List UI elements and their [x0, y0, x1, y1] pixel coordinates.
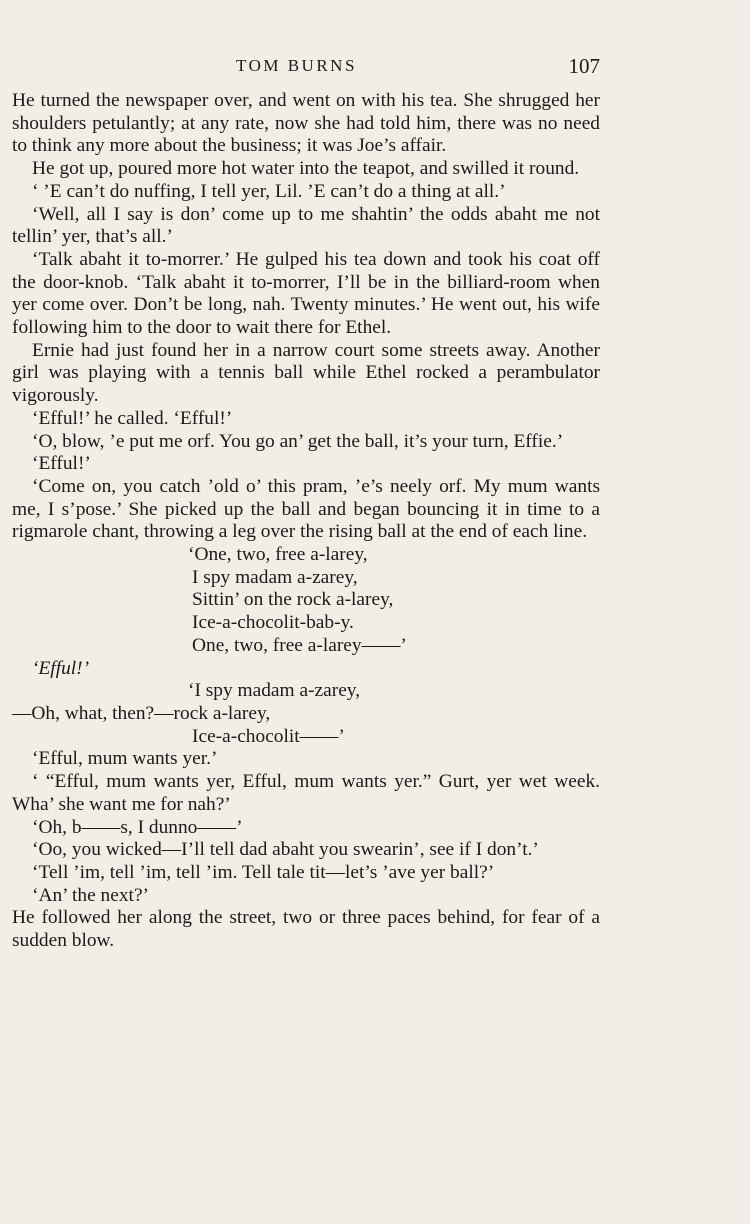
verse-line: I spy madam a-zarey,: [192, 566, 358, 588]
verse-block: [12, 544, 600, 658]
paragraph: ‘Oo, you wicked—I’ll tell dad abaht you swearin’, see if I don’t.’: [32, 839, 539, 861]
verse-line: —Oh, what, then?—rock a-larey,: [12, 702, 271, 724]
paragraph: He got up, poured more hot water into the teapot, and swilled it round.: [32, 158, 580, 180]
paragraph: ‘Well, all I say is don’ come up to me shahtin’ the odds abaht me not tellin’ yer, that’s all.’: [12, 203, 600, 248]
paragraph: Ernie had just found her in a narrow court some streets away. Another girl was playing with a tennis ball while Ethel rocked a perambulator vigorously.: [12, 339, 600, 407]
body-text: [12, 90, 600, 953]
verse-line: Ice-a-chocolit——’: [192, 725, 345, 747]
paragraph: He turned the newspaper over, and went on with his tea. She shrugged her shoulders petulantly; at any rate, now she had told him, there was no need to think any more about the business; it was Joe’s affair.: [12, 90, 600, 157]
paragraph: ‘Efful!’ he called. ‘Efful!’: [32, 407, 233, 429]
verse-block: [12, 680, 600, 748]
paragraph: He followed her along the street, two or three paces behind, for fear of a sudden blow.: [12, 907, 600, 952]
paragraph: ‘ ’E can’t do nuffing, I tell yer, Lil. ’E can’t do a thing at all.’: [32, 180, 506, 202]
verse-line: One, two, free a-larey——’: [192, 634, 407, 656]
verse-line: ‘I spy madam a-zarey,: [188, 680, 361, 702]
paragraph: ‘Oh, b——s, I dunno——’: [32, 816, 243, 838]
running-head: [12, 54, 600, 84]
paragraph: ‘Efful, mum wants yer.’: [32, 748, 218, 770]
paragraph: [12, 658, 600, 681]
running-title: TOM BURNS: [236, 56, 357, 75]
italic-call: ‘Efful!’: [32, 657, 90, 679]
paragraph: ‘Tell ’im, tell ’im, tell ’im. Tell tale tit—let’s ’ave yer ball?’: [32, 861, 495, 883]
verse-line: ‘One, two, free a-larey,: [188, 544, 368, 566]
verse-line: Ice-a-chocolit-bab-y.: [192, 612, 354, 634]
page-number: 107: [568, 54, 600, 78]
paragraph: ‘An’ the next?’: [32, 884, 150, 906]
paragraph: ‘Efful!’: [32, 453, 91, 475]
paragraph: ‘ “Efful, mum wants yer, Efful, mum wants yer.” Gurt, yer wet week. Wha’ she want me for nah?’: [12, 771, 600, 815]
verse-line: Sittin’ on the rock a-larey,: [192, 589, 394, 611]
paragraph: ‘Come on, you catch ’old o’ this pram, ’e’s neely orf. My mum wants me, I s’pose.’ She picked up the ball and began bouncing it in time to a rigmarole chant, throwing a leg over the rising ball at the end of each line.: [12, 475, 600, 543]
paragraph: ‘Talk abaht it to-morrer.’ He gulped his tea down and took his coat off the door-knob. ‘Talk abaht it to-morrer, I’ll be in the billiard-room when yer come over. Don’t be long, nah. Twenty minutes.’ He went out, his wife following him to the door to wait there for Ethel.: [12, 248, 600, 339]
paragraph: ‘O, blow, ’e put me orf. You go an’ get the ball, it’s your turn, Effie.’: [32, 430, 564, 452]
